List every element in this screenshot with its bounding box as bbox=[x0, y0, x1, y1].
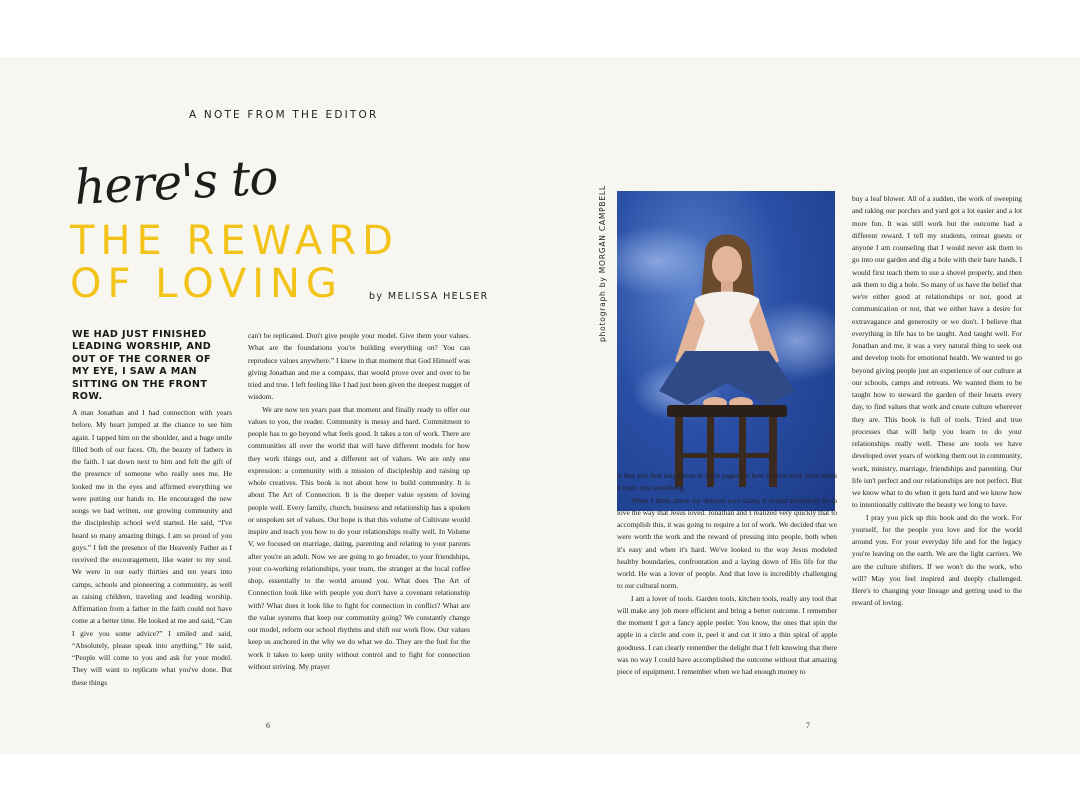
body-column-1 bbox=[72, 407, 232, 689]
paragraph: We are now ten years past that moment and finally ready to offer our values to you, the reader. Community is messy and hard. Commitment to people has to go beyond what feels good. It takes a ton of work. There are communities all over the world that will have different models for how they work things out, and a different set of values. We are only one expression: a community with a mission of discipleship and raising up whole creatives. This book is not about how to build community. It is about The Art of Connection. It is the deeper value system of loving people well. Every family, church, business and relationship has a spoken or unspoken set of values. Our hope is that this volume of Cultivate would inspire and teach you how to do your relationships really well. In Volume V, we focused on marriage, dating, parenting and relating to your parents after you're an adult. Now we are going to go broader, to your friendships, your co-working relationships, your team, the stranger at the local coffee shop, essentially to the world around you. What does The Art of Connection look like with people you don't have a covenant relationship with? What does it look like to fight for connection in conflict? What are the value systems that keep our community going? We constantly change our model, reform our school rhythms and shift our work flow. Our values keep us anchored in the why we do what we do. They are the fuel for the work it takes to keep unity without control and to fight for connection without striving. My prayer bbox=[248, 404, 470, 671]
paragraph: is that you find inspiration in these pages for how to love well, even when it costs you something. bbox=[617, 471, 837, 493]
portrait-illustration bbox=[617, 191, 835, 511]
left-page bbox=[0, 57, 540, 754]
script-title: here's to bbox=[73, 149, 279, 216]
page-number-right: 7 bbox=[806, 721, 810, 730]
editor-portrait-photo bbox=[617, 191, 835, 511]
paragraph: I am a lover of tools. Garden tools, kitchen tools, really any tool that will make any job more efficient and bring a better outcome. I remember the moment I got a fancy apple peeler. You know, the ones that spin the apple in a circle and core it, peel it and cut it into a thin spiral of apple goodness. I can clearly remember the delight that I felt knowing that there was no way I could have accomplished the outcome without that amazing piece of equipment. I remember when we had enough money to bbox=[617, 593, 837, 676]
body-column-2 bbox=[248, 330, 470, 689]
paragraph: can't be replicated. Don't give people your model. Give them your values. What are the foundations you're building everything on? You can reproduce values anywhere.” I knew in that moment that God Himself was giving Jonathan and me a compass, that would prove over and over to be tried and true. I left feeling like I had just been given the deepest nugget of wisdom. bbox=[248, 331, 470, 402]
byline: by MELISSA HELSER bbox=[369, 291, 489, 302]
body-column-3 bbox=[617, 470, 837, 690]
body-column-4 bbox=[852, 193, 1022, 689]
paragraph: buy a leaf blower. All of a sudden, the work of sweeping and raking our porches and yard got a lot easier and a lot more fun. It was still work but the outcome had a different reward. I tell my students, retreat guests or anyone I am counseling that I would never ask them to go into our garden and dig a hole with their bare hands. I would first teach them to use a shovel properly, and then ask them to dig a hole. So many of us have the belief that we're either good at relationships or not, good at communication or not, that we either have a desire for extravagance and generosity or we don't. I believe that everything in life has to be taught. And taught well. For Jonathan and me, it was a very natural thing to seek out and develop tools for emotional health. We wanted to go beyond giving people just an experience of our culture at our schools, camps and retreats. We wanted them to be taught how to steward the garden of their hearts every day, to find values that work and create culture wherever they are. This book is full of tools. Tried and true processes that will help you learn to do your relationships really well. These are tools we have developed over years of working them out in community, work, ministry, marriage, friendships and parenting. Our life isn't perfect and our relationships are not perfect. But we know what to do when it gets hard and we know how to intentionally cultivate the beauty we long to have. bbox=[852, 194, 1022, 510]
section-kicker: A NOTE FROM THE EDITOR bbox=[189, 109, 379, 121]
paragraph: I pray you pick up this book and do the work. For yourself, for the people you love and for the world around you. For your everyday life and for the legacy you're leaving on the earth. We are the light carriers. We are the culture shifters. If we won't do the work, who will? May you feel inspired and deeply challenged. Here's to changing your lineage and getting used to the reward of loving. bbox=[852, 512, 1022, 608]
paragraph: When I think about our deepest core value, it would absolutely be to love the way that Jesus loved. Jonathan and I realized very quickly that to accomplish this, it was going to require a lot of work. We decided that we were worth the work and the reward of pressing into people, both when it's easy and when it's hard. We've looked to the way Jesus modeled healthy boundaries, confrontation and a laying down of His life for the world. He was a lover of people. And that love is incredibly challenging to our cultural norm. bbox=[617, 495, 837, 591]
page-number-left: 6 bbox=[266, 721, 270, 730]
photo-credit: photograph by MORGAN CAMPBELL bbox=[598, 185, 607, 342]
headline-line-1: THE REWARD bbox=[70, 218, 399, 264]
paragraph: A man Jonathan and I had connection with years before. My heart jumped at the chance to see him again. I tapped him on the shoulder, and a huge smile filled both of our faces. Oh, the beauty of fathers in the faith. I sat down next to him and felt the gift of the presence of someone who really sees me. He looked me in the eyes and affirmed everything we were putting our hands to. He encouraged the new songs we had written, our growing community and the discipleship school we'd started. He said, “I've heard so many amazing things. I am so proud of you guys.” I felt the presence of the Heavenly Father as I received the encouragement, like water to my soul. We were in our early thirties and ten years into camps, schools and pioneering a community, as well as raising children, traveling and leading worship. Affirmation from a father in the faith could not have come at a better time. He looked at me and said, “Can I give you some advice?” I smiled and said, “Absolutely, please speak into anything.” He said, “People will come to you and ask for your model. They will want to replicate what you've done. But these things bbox=[72, 408, 232, 687]
magazine-spread bbox=[0, 57, 1080, 754]
pull-quote: WE HAD JUST FINISHED LEADING WORSHIP, AND OUT OF THE CORNER OF MY EYE, I SAW A MAN SITTING ON THE FRONT ROW. bbox=[72, 329, 212, 403]
headline-line-2: OF LOVING bbox=[70, 261, 343, 307]
